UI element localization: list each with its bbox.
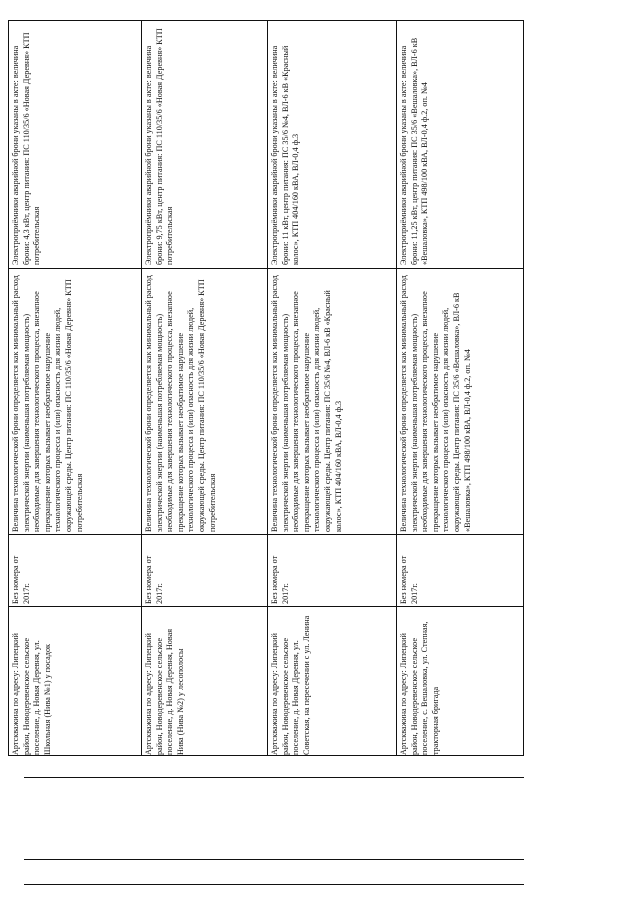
cell-text: Величина технологической брони определяется как минимальный расход электрической энергии (наименьшая потребляемая мощность) необходимые для завершения технологического процесса, внезапное прекращение которых вызывает необратимое нарушение технологического процесса и (или) опасность для жизни людей, окружающей среды. Центр питания: ПС 110/35/6 «Новая Деревня» КТП потребительская: [144, 275, 217, 532]
cell-emergency: [268, 21, 396, 268]
cell-object: [397, 606, 523, 757]
cell-text: Электроприёмники аварийной брони указаны в акте: величина брони: 4,3 кВт, центр питания: ПС 110/35/6 «Новая Деревня» КТП потребительская: [11, 32, 42, 265]
table-row: [397, 21, 523, 755]
cell-description: [268, 268, 396, 534]
cell-text: Без номера от 2017г.: [270, 555, 290, 604]
cell-text: Артскважина по адресу: Липецкий район, Новодеревенское сельское поселение, с. Вешаловка, ул. Степная, тракторная бригада: [399, 621, 440, 755]
cell-text: Электроприёмники аварийной брони указаны в акте: величина брони: 11 кВт, центр питания: ПС 35/6 №4, ВЛ-6 кВ «Красный колос», КТП 404/160 кВА, ВЛ-0,4 ф.3: [270, 45, 301, 265]
divider-line: [24, 777, 524, 778]
table-row: [268, 21, 397, 755]
cell-number: [268, 534, 396, 606]
cell-text: Величина технологической брони определяется как минимальный расход электрической энергии (наименьшая потребляемая мощность) необходимые для завершения технологического процесса, внезапное прекращение которых вызывает необратимое нарушение технологического процесса и (или) опасность для жизни людей, окружающей среды. Центр питания: ПС 35/6 «Вешаловка», ВЛ-6 кВ «Вешаловка», КТП 498/100 кВА, ВЛ-0,4 ф.2, оп. №4: [399, 275, 472, 532]
cell-text: Без номера от 2017г.: [399, 555, 419, 604]
rotated-table: [8, 20, 524, 756]
cell-text: Артскважина по адресу: Липецкий район, Новодеревенское сельское поселение, д. Новая Деревня, ул. Школьная (Нива №1) у посадок: [11, 633, 52, 755]
cell-emergency: [142, 21, 267, 268]
cell-text: Без номера от 2017г.: [144, 555, 164, 604]
cell-text: Величина технологической брони определяется как минимальный расход электрической энергии (наименьшая потребляемая мощность) необходимые для завершения технологического процесса, внезапное прекращение которых вызывает необратимое нарушение технологического процесса и (или) опасность для жизни людей, окружающей среды. Центр питания: ПС 110/35/6 «Новая Деревня» КТП потребительская: [11, 275, 84, 532]
divider-line: [24, 859, 524, 860]
divider-line: [24, 884, 524, 885]
table-row: [142, 21, 268, 755]
cell-description: [142, 268, 267, 534]
cell-text: Электроприёмники аварийной брони указаны в акте: величина брони: 11,25 кВт, центр питания: ПС 35/6 «Вешаловка», ВЛ-6 кВ «Вешаловка», КТП 498/100 кВА, ВЛ-0,4 ф.2, оп. №4: [399, 37, 430, 265]
cell-text: Величина технологической брони определяется как минимальный расход электрической энергии (наименьшая потребляемая мощность) необходимые для завершения технологического процесса, внезапное прекращение которых вызывает необратимое нарушение технологического процесса и (или) опасность для жизни людей, окружающей среды. Центр питания: ПС 35/6 №4, ВЛ-6 кВ «Красный колос», КТП 404/160 кВА, ВЛ-0,4 ф.3: [270, 275, 343, 532]
cell-emergency: [9, 21, 141, 268]
table-row: [9, 21, 142, 755]
cell-number: [397, 534, 523, 606]
cell-object: [9, 606, 141, 757]
cell-emergency: [397, 21, 523, 268]
cell-text: Артскважина по адресу: Липецкий район, Новодеревенское сельское поселение, д. Новая Деревня, ул. Советская, на пересечении с ул. Ленина: [270, 615, 311, 755]
cell-text: Артскважина по адресу: Липецкий район, Новодеревенское сельское поселение, д. Новая Деревня, Новая Нива (Нива №2) у лесополосы: [144, 628, 185, 755]
cell-text: Электроприёмники аварийной брони указаны в акте: величина брони: 9,75 кВт, центр питания: ПС 110/35/6 «Новая Деревня» КТП потребительская: [144, 28, 175, 265]
cell-object: [268, 606, 396, 757]
cell-number: [9, 534, 141, 606]
cell-text: Без номера от 2017г.: [11, 555, 31, 604]
cell-object: [142, 606, 267, 757]
cell-description: [9, 268, 141, 534]
cell-number: [142, 534, 267, 606]
cell-description: [397, 268, 523, 534]
